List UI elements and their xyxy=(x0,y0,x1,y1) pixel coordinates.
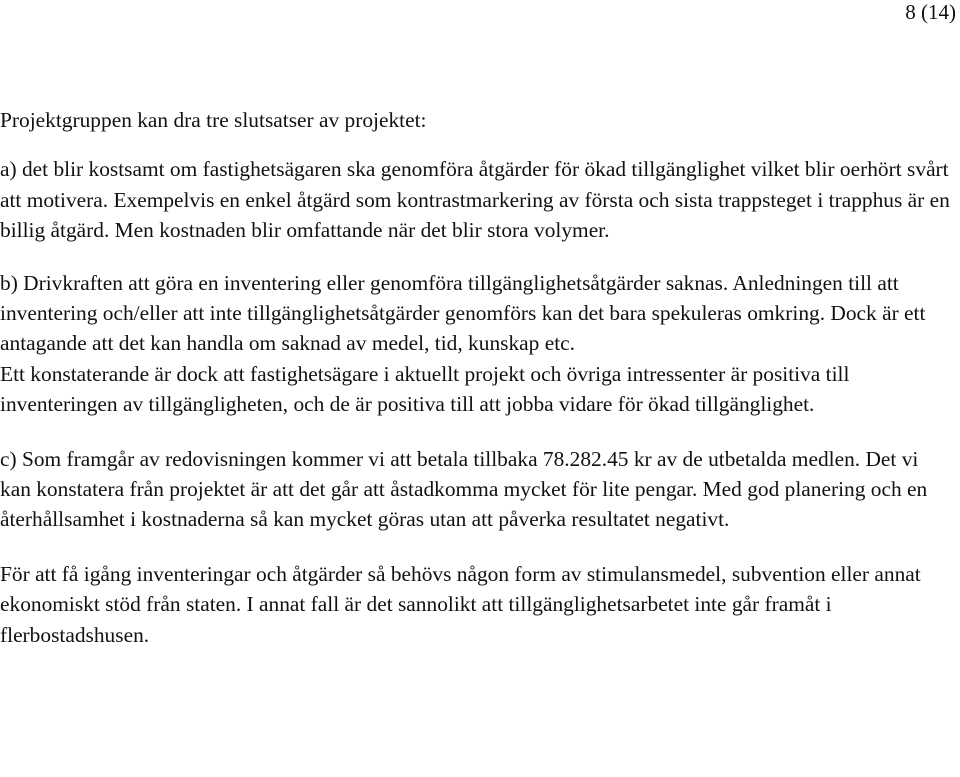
closing-paragraph: För att få igång inventeringar och åtgärder så behövs någon form av stimulansmedel, subvention eller annat ekonomiskt stöd från staten. I annat fall är det sannolikt att tillgänglighetsarbetet inte går framåt i flerbostadshusen. xyxy=(0,561,921,647)
document-body xyxy=(0,105,954,650)
conclusion-a-paragraph: a) det blir kostsamt om fastighetsägaren ska genomföra åtgärder för ökad tillgänglighet vilket blir oerhört svårt att motivera. Exempelvis en enkel åtgärd som kontrastmarkering av första och sista trappsteget i trapphus är en billig åtgärd. Men kostnaden blir omfattande när det blir stora volymer. xyxy=(0,157,950,243)
page-number: 8 (14) xyxy=(905,0,956,24)
observation-paragraph: Ett konstaterande är dock att fastighetsägare i aktuellt projekt och övriga intressenter är positiva till inventeringen av tillgängligheten, och de är positiva till att jobba vidare för ökad tillgänglighet. xyxy=(0,361,850,417)
intro-paragraph: Projektgruppen kan dra tre slutsatser av projektet: xyxy=(0,108,427,132)
conclusion-c-paragraph: c) Som framgår av redovisningen kommer vi att betala tillbaka 78.282.45 kr av de utbetalda medlen. Det vi kan konstatera från projektet är att det går att åstadkomma mycket för lite pengar. Med god planering och en återhållsamhet i kostnaderna så kan mycket göras utan att påverka resultatet negativt. xyxy=(0,446,928,532)
conclusion-b-paragraph: b) Drivkraften att göra en inventering eller genomföra tillgänglighetsåtgärder saknas. Anledningen till att inventering och/eller att inte tillgänglighetsåtgärder genomförs kan det bara spekuleras omkring. Dock är ett antagande att det kan handla om saknad av medel, tid, kunskap etc. xyxy=(0,270,926,356)
